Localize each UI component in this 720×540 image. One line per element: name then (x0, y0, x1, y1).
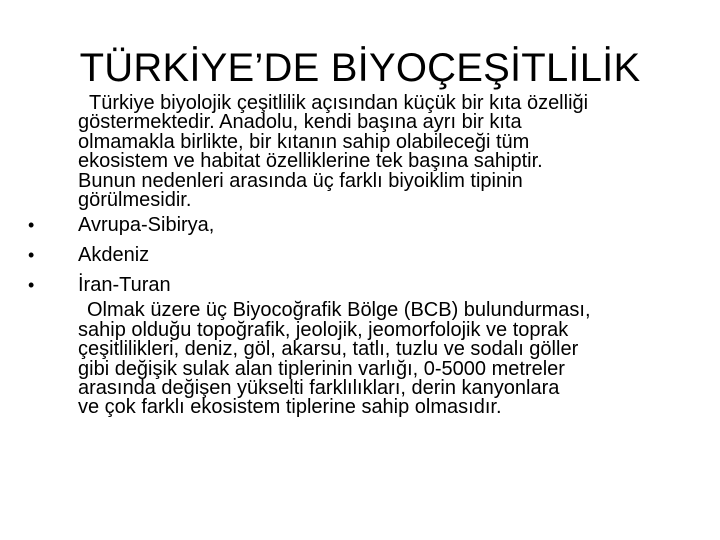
slide-title: TÜRKİYE’DE BİYOÇEŞİTLİLİK (79, 46, 641, 90)
bullet-icon: • (28, 245, 35, 266)
slide-body (24, 94, 700, 418)
list-item (24, 240, 700, 270)
closing-paragraph: Olmak üzere üç Biyocoğrafik Bölge (BCB) bulundurması, sahip olduğu topoğrafik, jeolojik, jeomorfolojik ve toprak çeşitlilikleri, deniz, göl, akarsu, tatlı, tuzlu ve sodalı göller gibi değişik sulak alan tiplerinin varlığı, 0-5000 metreler arasında değişen yükselti farklılıkları, derin kanyonlara ve çok farklı ekosistem tiplerine sahip olmasıdır. (78, 299, 591, 419)
list-item-label: Avrupa-Sibirya, (78, 214, 215, 237)
bioregion-list (24, 210, 700, 300)
bullet-icon: • (28, 275, 35, 296)
list-item (24, 210, 700, 240)
list-item-label: İran-Turan (78, 274, 171, 297)
bullet-icon: • (28, 215, 35, 236)
intro-paragraph: Türkiye biyolojik çeşitlilik açısından küçük bir kıta özelliği göstermektedir. Anadolu, kendi başına ayrı bir kıta olmamakla birlikte, bir kıtanın sahip olabileceği tüm ekosistem ve habitat özelliklerine tek başına sahiptir. Bunun nedenleri arasında üç farklı biyoiklim tipinin görülmesidir. (78, 92, 589, 212)
list-item-label: Akdeniz (78, 244, 150, 267)
list-item (24, 270, 700, 300)
